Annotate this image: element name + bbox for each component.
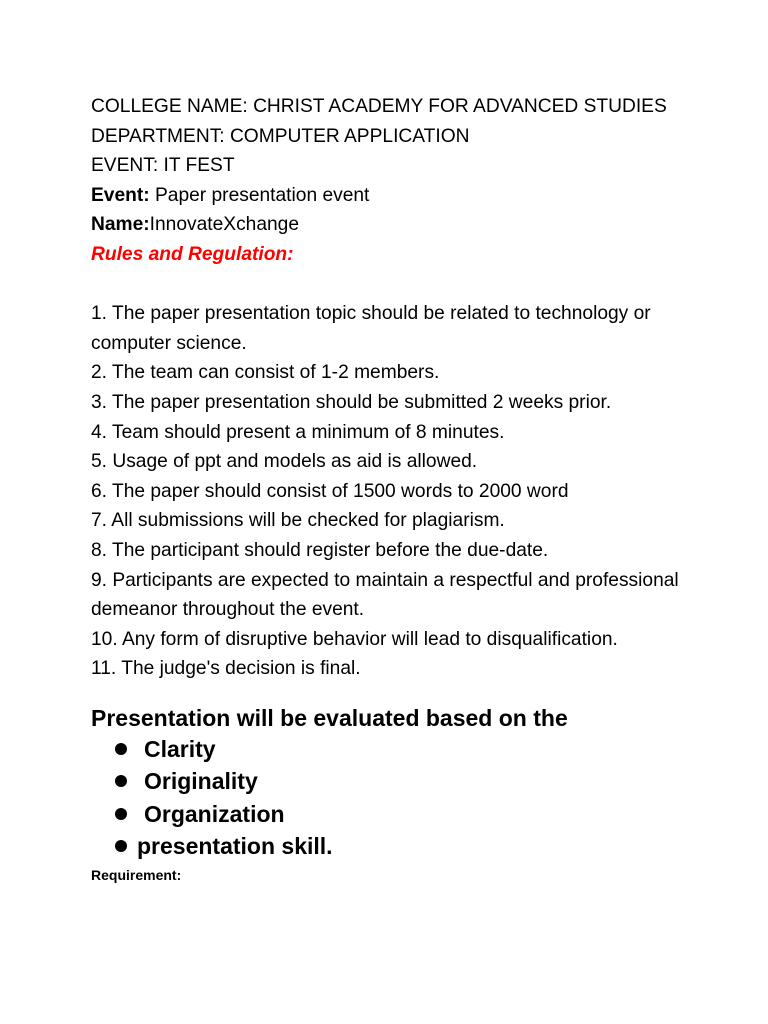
event-line [91,181,731,211]
name-value: InnovateXchange [149,214,300,236]
event-heading: EVENT: IT FEST [91,155,235,177]
criteria-label: Clarity [144,735,216,762]
document-page [91,92,731,885]
name-label: Name: [91,214,150,236]
rule-item: 5. Usage of ppt and models as aid is allowed. [91,451,478,473]
rule-item: 9. Participants are expected to maintain a respectful and professional demeanor throughout the event. [91,569,679,621]
rule-item: 6. The paper should consist of 1500 words to 2000 word [91,480,569,502]
name-line [91,210,731,240]
rule-item: 4. Team should present a minimum of 8 minutes. [91,421,505,443]
rule-item: 2. The team can consist of 1-2 members. [91,362,440,384]
criteria-item [91,798,731,831]
rule-item: 3. The paper presentation should be submitted 2 weeks prior. [91,391,612,413]
blank-line [91,270,731,300]
criteria-label: presentation skill. [137,833,333,860]
college-name: COLLEGE NAME: CHRIST ACADEMY FOR ADVANCED STUDIES [91,96,667,117]
event-value: Paper presentation event [149,184,370,206]
criteria-label: Organization [144,800,285,827]
criteria-item [91,830,731,863]
event-label: Event: [91,184,150,206]
rule-item: 8. The participant should register before the due-date. [91,539,549,561]
bullet-icon [115,775,127,787]
bullet-icon [115,743,127,755]
rule-item: 7. All submissions will be checked for plagiarism. [91,510,505,532]
criteria-item [91,765,731,798]
rules-title: Rules and Regulation: [91,243,294,265]
rule-item: 1. The paper presentation topic should be related to technology or computer science. [91,303,651,354]
criteria-label: Originality [144,768,258,795]
criteria-list [91,733,731,863]
rule-item: 10. Any form of disruptive behavior will lead to disqualification. [91,628,618,650]
bullet-icon [115,840,127,852]
criteria-item [91,733,731,766]
rules-list [91,299,731,684]
bullet-icon [115,808,127,820]
department: DEPARTMENT: COMPUTER APPLICATION [91,125,470,147]
rule-item: 11. The judge's decision is final. [91,658,361,680]
requirement-label: Requirement: [91,866,182,883]
evaluation-heading: Presentation will be evaluated based on the [91,704,568,731]
